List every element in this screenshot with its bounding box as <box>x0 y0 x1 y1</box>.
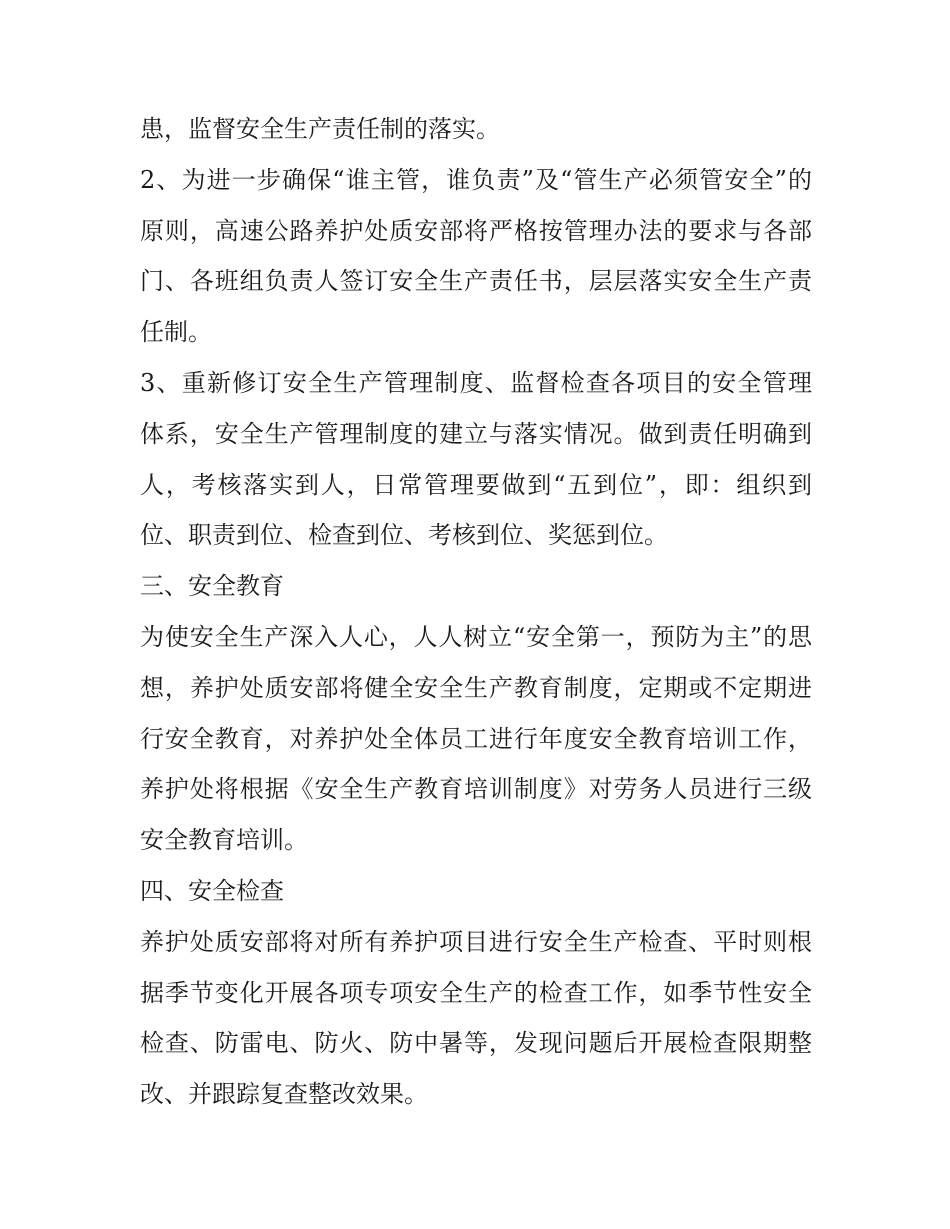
text-line: 患，监督安全生产责任制的落实。 <box>140 115 500 143</box>
section-heading: 三、安全教育 <box>140 572 284 601</box>
text-line: 3、重新修订安全生产管理制度、监督检查各项目的安全管理 <box>140 368 812 397</box>
section-heading: 四、安全检查 <box>140 876 284 905</box>
text-line: 为使安全生产深入人心，人人树立“安全第一，预防为主”的思 <box>140 622 812 651</box>
text-line: 想，养护处质安部将健全安全生产教育制度，定期或不定期进 <box>140 673 812 702</box>
text-line: 安全教育培训。 <box>140 826 308 855</box>
text-line: 行安全教育，对养护处全体员工进行年度安全教育培训工作， <box>140 724 812 753</box>
text-line: 检查、防雷电、防火、防中暑等，发现问题后开展检查限期整 <box>140 1029 812 1058</box>
text-line: 改、并跟踪复查整改效果。 <box>140 1080 428 1109</box>
text-line: 人，考核落实到人，日常管理要做到“五到位”，即：组织到 <box>140 470 812 499</box>
text-line: 据季节变化开展各项专项安全生产的检查工作，如季节性安全 <box>140 978 812 1007</box>
text-line: 位、职责到位、检查到位、考核到位、奖惩到位。 <box>140 521 668 550</box>
text-line: 原则，高速公路养护处质安部将严格按管理办法的要求与各部 <box>140 216 812 245</box>
text-line: 门、各班组负责人签订安全生产责任书，层层落实安全生产责 <box>140 267 812 296</box>
document-page <box>140 104 812 1120</box>
text-line: 养护处将根据《安全生产教育培训制度》对劳务人员进行三级 <box>140 775 812 804</box>
text-line: 任制。 <box>140 318 212 347</box>
text-line: 养护处质安部将对所有养护项目进行安全生产检查、平时则根 <box>140 927 812 956</box>
text-line: 2、为进一步确保“谁主管，谁负责”及“管生产必须管安全”的 <box>140 165 812 194</box>
text-line: 体系，安全生产管理制度的建立与落实情况。做到责任明确到 <box>140 419 812 448</box>
